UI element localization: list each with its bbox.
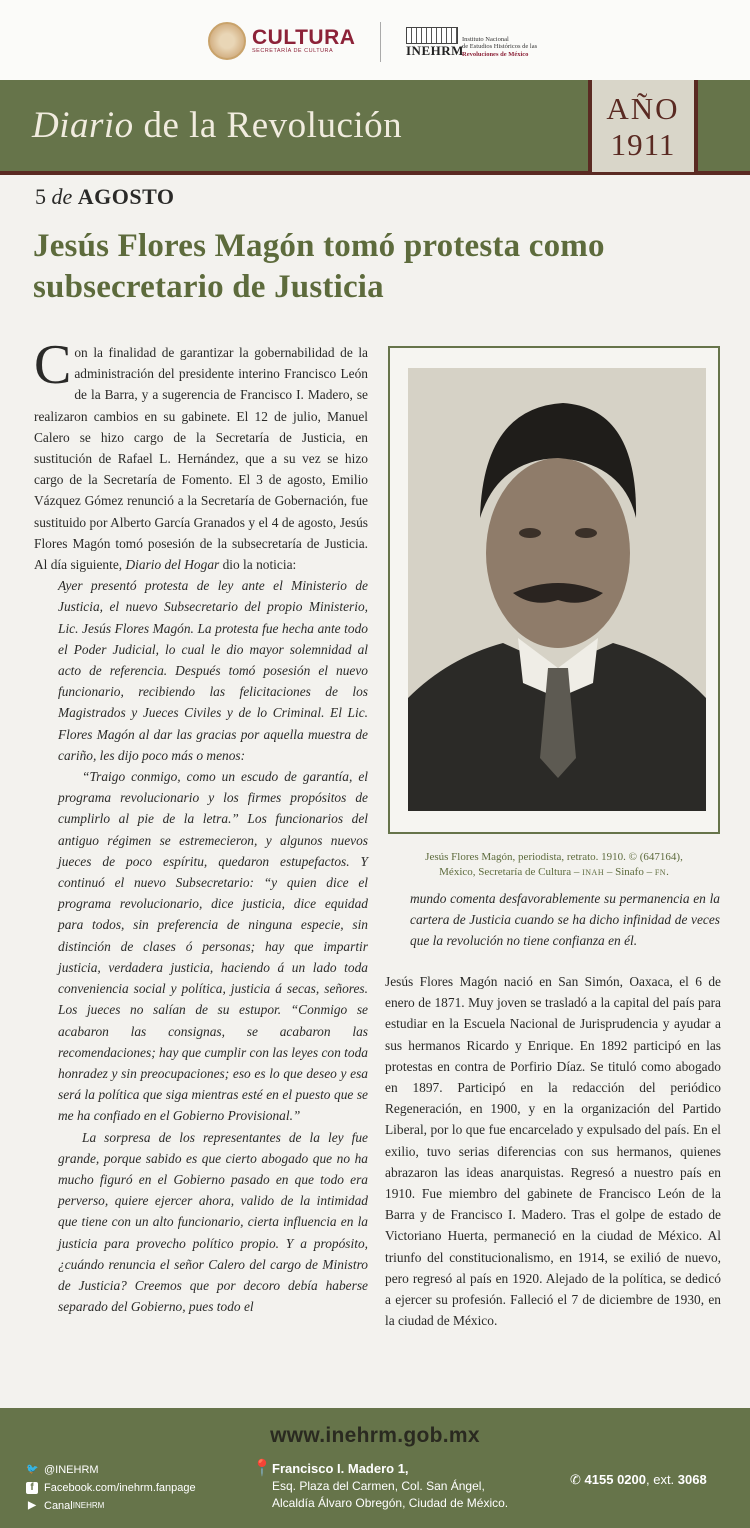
facebook-icon: f [26, 1482, 38, 1494]
biography-paragraph: Jesús Flores Magón nació en San Simón, Oaxaca, el 6 de enero de 1871. Muy joven se trasladó a la capital del país para estudiar en la Escuela Nacional de Jurisprudencia y ayudar a sus hermanos Ricardo y Enrique. En 1892 participó en las protestas en contra de Porfirio Díaz. Se tituló como abogado en 1897. Participó en la redacción del periódico Regeneración, en 1900, y en la organización del Partido Liberal, por lo que fue encarcelado y expulsado del país. En el exilio, tuvo serias diferencias con sus hermanos, quienes abrazaron las ideas anarquistas. Regresó a nuestro país en 1910. Fue miembro del gabinete de Francisco León de la Barra y de Francisco I. Madero. Tras el golpe de estado de Victoriano Huerta, permaneció en la ciudad de México. Al triunfo del constitucionalismo, en 1914, se exilió de nuevo, pero regresó al país en 1920. Alejado de la política, se dedicó a ejercer su profesión. Falleció el 7 de diciembre de 1930, en la ciudad de México. [385, 974, 721, 1329]
address: 📍 Francisco I. Madero 1, Esq. Plaza del Carmen, Col. San Ángel, Alcaldía Álvaro Obregón, Ciudad de México. [252, 1460, 509, 1510]
portrait-illustration [408, 368, 706, 811]
phone-number[interactable]: ✆ 4155 0200, ext. 3068 [570, 1472, 707, 1487]
twitter-link[interactable]: 🐦 @INEHRM [26, 1464, 99, 1476]
inehrm-fullname: Instituto Nacional de Estudios Históricos de las Revoluciones de México [462, 35, 538, 58]
location-pin-icon: 📍 [252, 1460, 272, 1477]
lead-paragraph: Con la finalidad de garantizar la gobernabilidad de la administración del presidente interino Francisco León de la Barra, y a sugerencia de Francisco I. Madero, se realizaron cambios en su gabinete. El 12 de julio, Manuel Calero se hizo cargo de la Secretaría de Justicia, en sustitución de Rafael L. Hernández, que a su vez se hizo cargo de la Secretaría de Fomento. El 3 de agosto, Emilio Vázquez Gómez renunció a la Secretaría de Gobernación, fue sustituido por Alberto García Granados y el 4 de agosto, Jesús Flores Magón tomó posesión de la subsecretaría de Justicia. Al día siguiente, Diario del Hogar dio la noticia: [34, 334, 368, 573]
year-badge [588, 80, 698, 172]
website-link[interactable]: www.inehrm.gob.mx [270, 1424, 480, 1447]
social-links [26, 1461, 196, 1515]
quote-paragraph: “Traigo conmigo, como un escudo de garantía, el programa revolucionario y los firmes propósitos de cumplirlo al pie de la letra.” Los funcionarios del antiguo régimen se estremecieron, y algunos nuevos jueces de poco espíritu, quedaron estupefactos. Y continuó el nuevo Subsecretario: “y quien dice el programa revolucionario, dice justicia, dice equidad para todos, sin preferencia de ninguna especie, sin distinción de clases ó personas; hay que impartir justicia, verdadera justicia, haciendo á un lado toda conveniencia social y política, justicia á secas, señores. Los jueces no salían de su estupor. “Conmigo se acabaron las consignas, se acabaron las recomendaciones; hay que cumplir con las leyes con toda honradez y sin preocupaciones; eso es lo que deseo y esa será la política que siga mientras esté en el puesto que se me ha confiado en el Gobierno Provisional.” [58, 769, 368, 1124]
twitter-icon: 🐦 [26, 1464, 39, 1475]
phone-icon: ✆ [570, 1472, 581, 1487]
logo-divider [380, 22, 381, 62]
youtube-icon: ▶ [28, 1500, 36, 1511]
cultura-wordmark: CULTURA [252, 26, 356, 49]
building-icon [406, 27, 458, 43]
photo-frame [388, 346, 720, 834]
left-column [34, 334, 368, 1317]
inehrm-logo [406, 27, 537, 58]
cultura-subtitle: SECRETARÍA DE CULTURA [252, 48, 334, 54]
facebook-link[interactable]: f Facebook.com/inehrm.fanpage [26, 1479, 196, 1497]
series-title: Diario de la Revolución [32, 105, 403, 146]
year-label: AÑO [606, 91, 680, 126]
drop-cap: C [34, 334, 72, 396]
article-date: 5 de AGOSTO [35, 184, 175, 209]
footer [0, 1408, 750, 1528]
mexico-seal-icon [208, 22, 246, 60]
inehrm-wordmark: INEHRM [406, 43, 464, 58]
logo-bar [0, 0, 750, 80]
quote-paragraph: La sorpresa de los representantes de la ley fue grande, porque sabido es que cierto abogado que no ha mucho figuró en el Gobierno pasado en que todo era perverso, quiere ejercer ahora, valido de la intimidad que tiene con un alto funcionario, cierta influencia en la justicia para provecho político propio. Y a propósito, ¿cuándo renuncia el señor Calero del cargo de Ministro de Justicia? Creemos que por decoro debía haberse separado del Gobierno, pues todo el [58, 1129, 368, 1315]
cultura-logo [208, 22, 355, 60]
youtube-link[interactable]: ▶ Canal INEHRM [26, 1497, 196, 1515]
article-headline: Jesús Flores Magón tomó protesta como subsecretario de Justicia [33, 228, 605, 305]
quote-continuation: mundo comenta desfavorablemente su permanencia en la cartera de Justicia cuando se ha dicho infinidad de veces que la revolución no tiene confianza en él. [410, 891, 720, 949]
year-value: 1911 [610, 127, 676, 162]
quote-paragraph: Ayer presentó protesta de ley ante el Ministerio de Justicia, el nuevo Subsecretario del propio Ministerio, Lic. Jesús Flores Magón. La protesta fue hecha ante todo el Poder Judicial, lo cual le dio mayor solemnidad al acto de referencia. Después tomó posesión el nuevo funcionario, recibiendo las felicitaciones de los Magistrados y Jueces Civiles y de lo Criminal. El Lic. Flores Magón al dar las gracias por aquella muestra de cariño, les dijo poco más o menos: [58, 578, 368, 763]
portrait-photo [408, 368, 706, 811]
newspaper-quote [34, 575, 368, 1317]
photo-caption: Jesús Flores Magón, periodista, retrato. 1910. © (647164), México, Secretaría de Cultura – INAH – Sinafo – FN. [425, 851, 683, 878]
